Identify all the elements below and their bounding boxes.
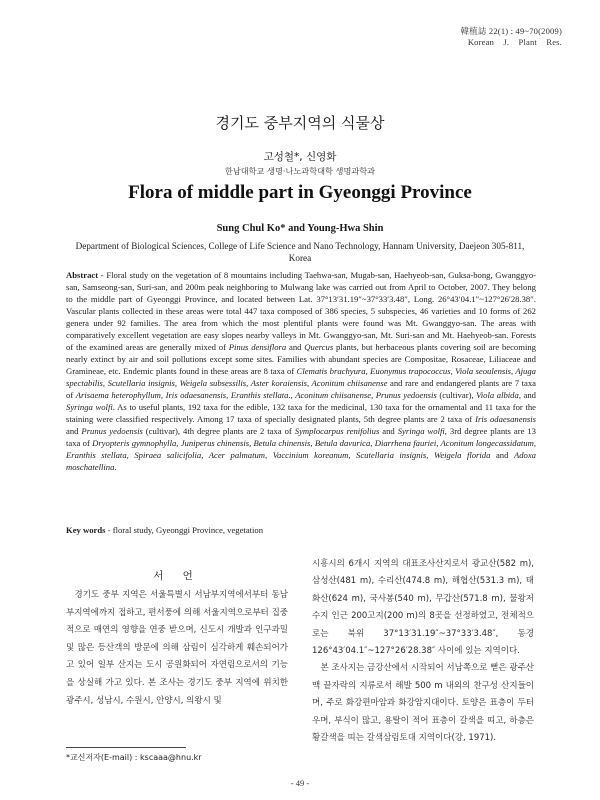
species-name: Arisaema heterophyllum, Iris odaesanensis, Eranthis stellata., Aconitum chiisanense, Prunus yedoensis xyxy=(75,390,437,400)
journal-volume: 韓植誌 22(1) : 49~70(2009) xyxy=(460,26,562,36)
body-paragraph: 시흥시의 6개시 지역의 대표조사산지로서 광교산(582 m), 삼성산(481 m), 수리산(474.8 m), 해협산(531.3 m), 태화산(624 m), 국사봉(540 m), 무갑산(571.8 m), 물왕저수지 인근 200고지(200 m)의 8곳을 선정하였고, 전체적으로는 북위 37°13′31.19″~37°33′3.48″, 동경 126°43′04.1″~127°26′28.38″ 사이에 있는 지역이다. xyxy=(312,559,534,657)
journal-name: Korean J. Plant Res. xyxy=(467,37,562,47)
species-name: Prunus yedoensis xyxy=(81,426,143,436)
abstract-text: and xyxy=(286,342,305,352)
species-name: Adoxa moschatellina xyxy=(66,450,536,472)
keywords-label: Key words xyxy=(66,525,106,535)
journal-citation xyxy=(460,26,562,48)
body-column-right xyxy=(312,556,534,747)
abstract-text: - Floral study on the vegetation of 8 mountains including Taehwa-san, Mugab-san, Haehyeob-san, Guksa-bong, Gwanggyo-san, Samseong-san, Suri-san, and 200m peak neighboring to Mulwang lake was carried out from April to October, 2007. They belong to the middle part of Gyeonggi Province, and located between Lat. 37°13′31.19″~37°33′3.48″, Long. 26°43′04.1″~127°26′28.38″. Vascular plants collected in these areas were total 447 taxa composed of 386 species, 5 subspecies, 46 varieties and 10 forms of 262 genera under 92 families. The area from which the most plentiful plants were found was Mt. Gwanggyo-san. The areas with comparatively excellent vegetation are easy slopes nearby valleys in Mt. Gwanggyo-san, Mt. Suri-san and Mt. Haehyeob-san. Forests of the examined areas are generally mixed of xyxy=(66,270,536,352)
abstract-text: . xyxy=(114,462,117,472)
corresponding-author-footnote: *교신저자(E-mail) : kscaaa@hnu.kr xyxy=(66,753,202,762)
abstract-text: (cultivar), 4th degree plants are 2 taxa of xyxy=(142,426,295,436)
authors-korean: 고성철*, 신영화 xyxy=(263,151,337,163)
abstract-text: and xyxy=(66,426,82,436)
body-paragraph: 본 조사지는 금강산에서 시작되어 서남쪽으로 뻗은 광주산맥 끝자락의 지류로서 해발 500 m 내외의 찬구성 산지들이며, 주로 화강편마암과 화강암지대이다. 토양은 표층이 두터우며, 부식이 많고, 용탈이 적어 표층이 갈색을 띠고, 하층은 황갈색을 띠는 갈색삼림토대 지역이다(강, 1971). xyxy=(312,663,534,744)
affiliation-korean: 한남대학교 생명·나노과학대학 생명과학과 xyxy=(224,166,376,176)
species-name: Syringa wolfi xyxy=(66,402,113,412)
abstract-text: plants, but herbaceous plants covering soil are becoming nearly extinct by air and soil pollutions except some sites. Families with abundant species are Compositae, Rosaceae, Liliaceae and Gramineae, etc. Endemic plants found in these areas are 8 taxa of xyxy=(66,342,536,376)
page-number: - 49 - xyxy=(290,778,310,788)
abstract-text: and xyxy=(379,426,398,436)
body-paragraph: 경기도 중부 지역은 서울특별시 서남부지역에서부터 동남부지역에까지 접하고, 편서풍에 의해 서울지역으로부터 집중적으로 매연의 영향을 연중 받으며, 신도시 개발과 인구과밀 및 많은 등산객의 방문에 의해 삼림이 심각하게 훼손되어가고 있어 일부 산지는 도시 공원화되어 자연림으로서의 기능을 상실해 가고 있다. 본 조사는 경기도 중부 지역에 위치한 광주시, 성남시, 수원시, 안양시, 의왕시 및 xyxy=(66,590,288,706)
species-name: Clematis brachyura, Euonymus trapococcus, Viola seoulensis, Ajuga spectabilis, Scutellaria insignis, Weigela subsessilis, Aster koraiensis, Aconitum chiisanense xyxy=(66,366,536,388)
abstract xyxy=(66,269,536,473)
keywords xyxy=(66,525,536,535)
title-english: Flora of middle part in Gyeonggi Province xyxy=(128,182,472,203)
authors-english: Sung Chul Ko* and Young-Hwa Shin xyxy=(216,223,384,234)
abstract-text: . As to useful plants, 192 taxa for the edible, 132 taxa for the medicinal, 130 taxa for the ornamental and 11 taxa for the staining were classified respectively. Among 17 taxa of specially designated plants, 5th degree plants are 2 taxa of xyxy=(66,402,536,424)
title-korean: 경기도 중부지역의 식물상 xyxy=(215,114,385,132)
species-name: Dryopteris gymnophylla, Juniperus chinensis, Betula chinensis, Betula davurica, Diarrhena fauriei, Aconitum longecassidatum, Eranthis stellata, Spiraea salicifolia, Acer palmatum, Vaccinium koreanum, Scutellaria insignis, Weigela florida xyxy=(66,438,536,460)
affiliation-english: Department of Biological Sciences, College of Life Science and Nano Technology, Hannam University, Daejeon 305-811, Korea xyxy=(75,241,525,263)
footnote-rule xyxy=(66,747,186,748)
abstract-text: and rare and endangered plants are 7 taxa of xyxy=(66,378,536,400)
keywords-text: - floral study, Gyeonggi Province, vegetation xyxy=(105,525,264,535)
abstract-text: and xyxy=(490,450,514,460)
species-name: Iris odaesanensis xyxy=(475,414,536,424)
abstract-text: , 3rd degree plants are 13 taxa of xyxy=(66,426,536,448)
section-heading-introduction: 서 언 xyxy=(153,570,201,582)
abstract-text: (cultivar), xyxy=(436,390,477,400)
species-name: Viola albida xyxy=(476,390,519,400)
species-name: Syringa wolfi xyxy=(397,426,445,436)
species-name: Pinus densiflora xyxy=(228,342,287,352)
abstract-text: , and xyxy=(518,390,536,400)
species-name: Quercus xyxy=(304,342,334,352)
species-name: Symplocarpus renifolius xyxy=(294,426,380,436)
body-column-left xyxy=(66,587,288,710)
abstract-label: Abstract xyxy=(66,270,99,280)
